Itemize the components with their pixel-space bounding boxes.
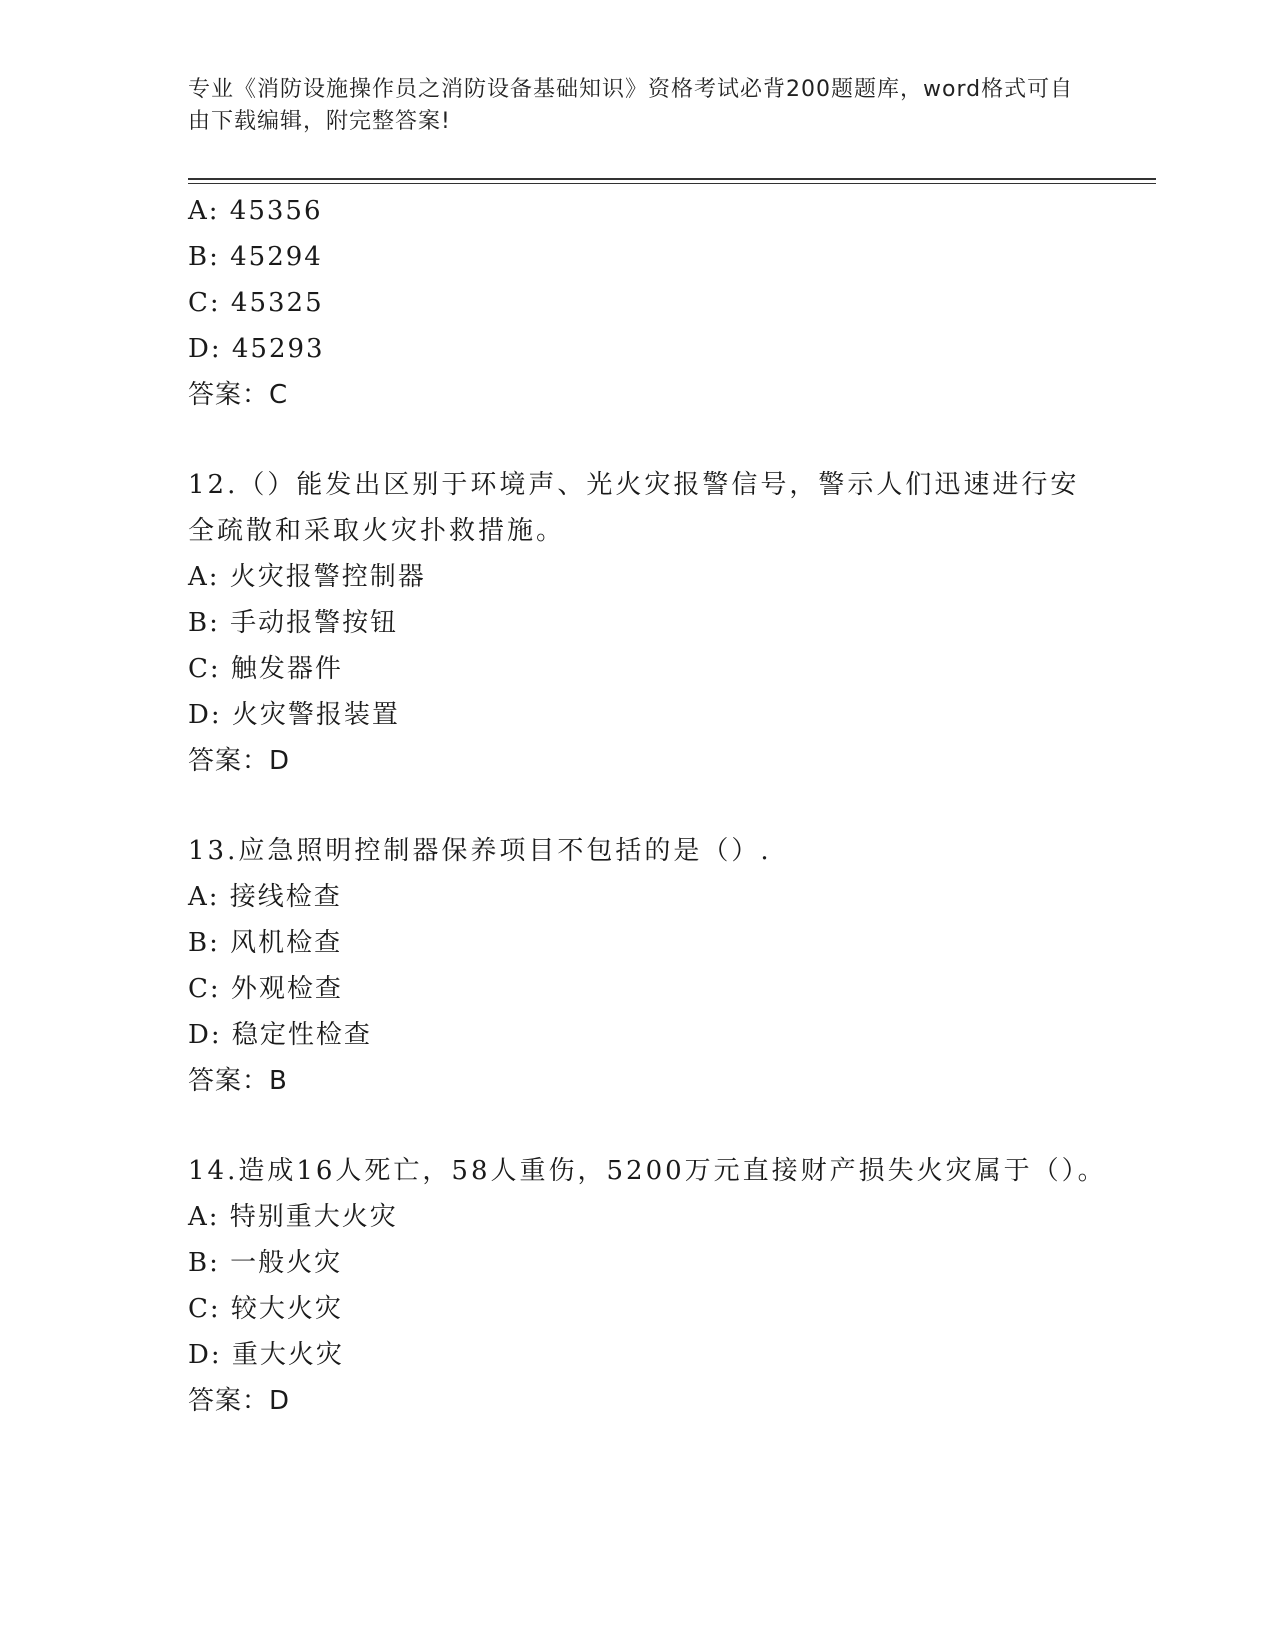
option-a: A: 45356	[188, 196, 323, 226]
option-c: C: 外观检查	[188, 974, 343, 1004]
option-b: B: 手动报警按钮	[188, 608, 399, 638]
option-c: C: 较大火灾	[188, 1294, 343, 1324]
header-divider	[188, 178, 1156, 180]
question-stem: 13.应急照明控制器保养项目不包括的是（）.	[188, 836, 772, 866]
option-d: D: 45293	[188, 334, 325, 364]
header-divider-thin	[188, 183, 1156, 184]
answer-line: 答案：D	[188, 1386, 291, 1416]
answer-line: 答案：B	[188, 1066, 288, 1096]
option-b: B: 风机检查	[188, 928, 343, 958]
option-b: B: 一般火灾	[188, 1248, 343, 1278]
option-c: C: 45325	[188, 288, 324, 318]
option-d: D: 火灾警报装置	[188, 700, 400, 730]
option-d: D: 稳定性检查	[188, 1020, 372, 1050]
answer-line: 答案：C	[188, 380, 289, 410]
option-a: A: 火灾报警控制器	[188, 562, 426, 592]
question-list	[188, 188, 1108, 1424]
option-d: D: 重大火灾	[188, 1340, 344, 1370]
question-12	[188, 462, 1108, 784]
option-a: A: 特别重大火灾	[188, 1202, 398, 1232]
question-13	[188, 828, 1108, 1104]
question-14	[188, 1148, 1108, 1424]
question-stem: 14.造成16人死亡，58人重伤，5200万元直接财产损失火灾属于（）。	[188, 1156, 1107, 1186]
document-header: 专业《消防设施操作员之消防设备基础知识》资格考试必背200题题库，word格式可自由下载编辑，附完整答案!	[188, 77, 1074, 134]
answer-line: 答案：D	[188, 746, 291, 776]
option-c: C: 触发器件	[188, 654, 343, 684]
question-prev	[188, 188, 1108, 418]
question-stem: 12.（）能发出区别于环境声、光火灾报警信号，警示人们迅速进行安全疏散和采取火灾扑救措施。	[188, 470, 1080, 546]
option-b: B: 45294	[188, 242, 323, 272]
option-a: A: 接线检查	[188, 882, 342, 912]
